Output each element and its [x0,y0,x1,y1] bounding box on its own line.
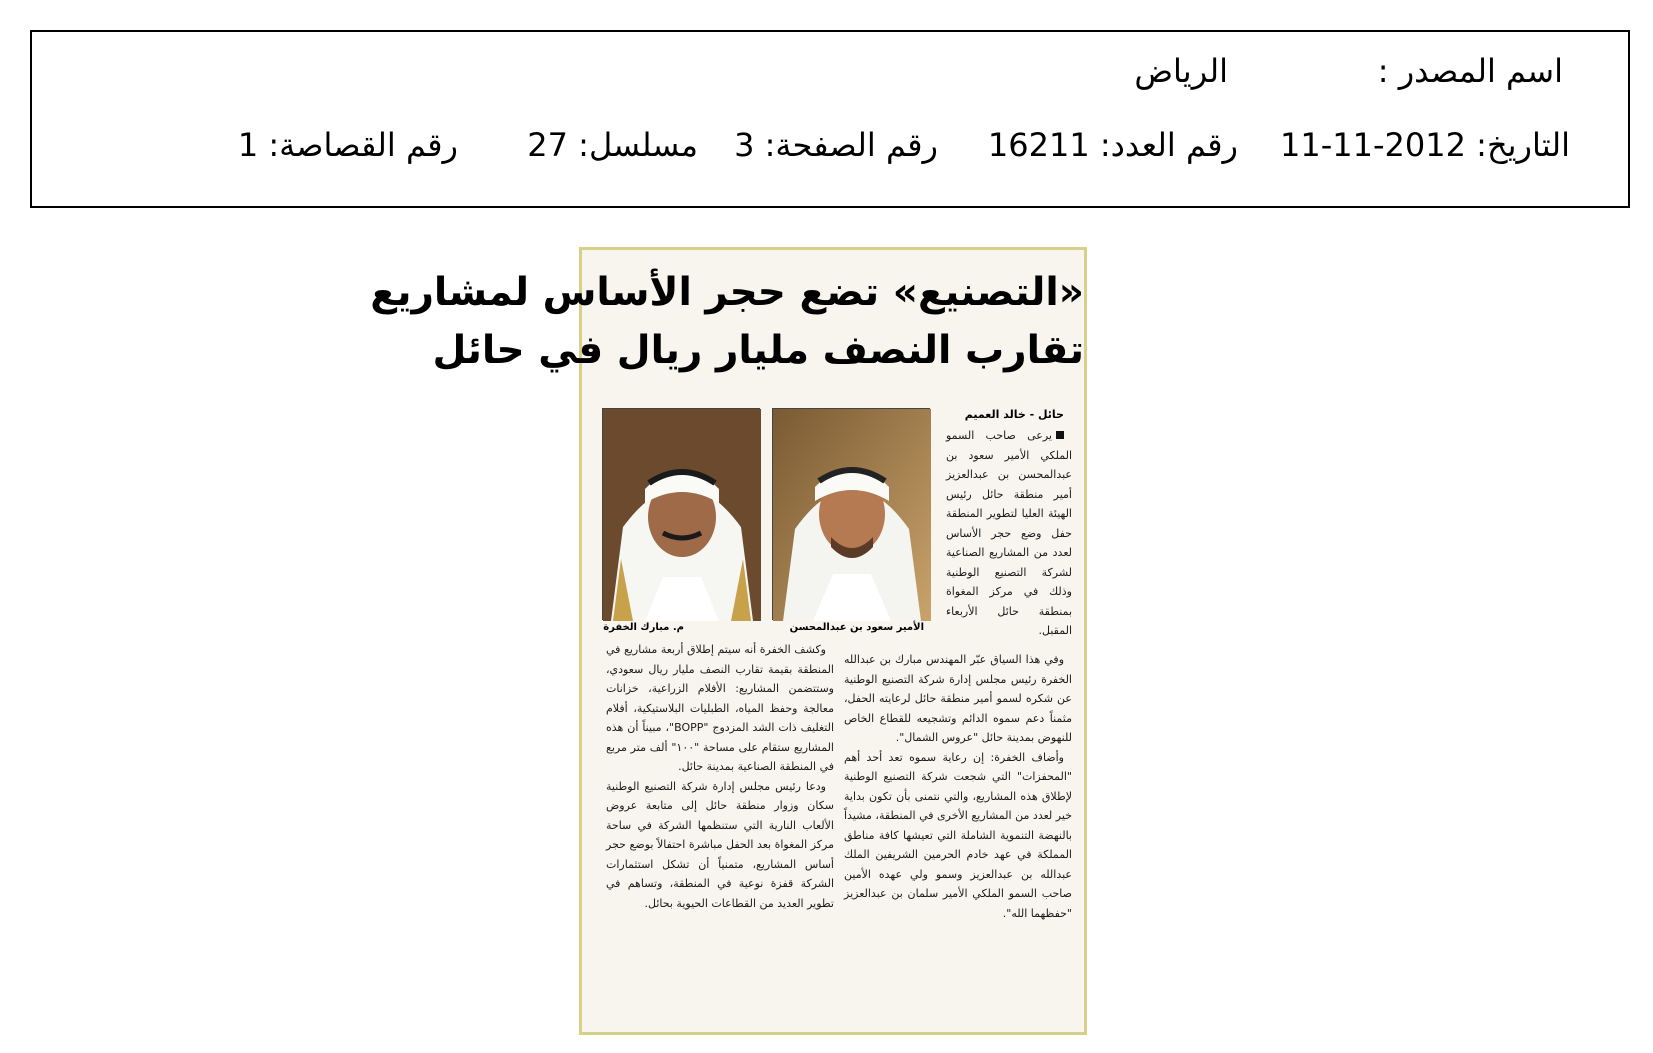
article-column-right [844,650,1072,923]
issue-label: رقم العدد: 16211 [987,126,1238,164]
article-column-left [606,640,834,913]
paragraph-5: ودعا رئيس مجلس إدارة شركة التصنيع الوطنية سكان وزوار منطقة حائل إلى متابعة عروض الألعاب النارية التي ستنظمها الشركة في ساحة مركز المغواة بعد الحفل مباشرة احتفالاً بوضع حجر أساس المشاريع، متمنياً أن تشكل استثمارات الشركة قفزة نوعية في المنطقة، وتساهم في تطوير العديد من القطاعات الحيوية بحائل. [606,779,834,910]
portrait-image [603,409,761,621]
paragraph-intro: يرعى صاحب السمو الملكي الأمير سعود بن عبدالمحسن بن عبدالعزيز أمير منطقة حائل رئيس الهيئة العليا لتطوير المنطقة حفل وضع حجر الأساس لعدد من المشاريع الصناعية لشركة التصنيع الوطنية وذلك في مركز المغواة بمنطقة حائل الأربعاء المقبل. [946,429,1072,637]
clip-label: رقم القصاصة: 1 [237,126,458,164]
portrait-image [773,409,931,621]
paragraph-4: وكشف الخفرة أنه سيتم إطلاق أربعة مشاريع في المنطقة بقيمة تقارب النصف مليار ريال سعودي، وستتضمن المشاريع: الأفلام الزراعية، خزانات معالجة وحفظ المياه، الطبليات البلاستيكية، أفلام التغليف ذات الشد المزدوج "BOPP"، مبيناً أن هذه المشاريع ستقام على مساحة "١٠٠" ألف متر مربع في المنطقة الصناعية بمدينة حائل. [606,643,834,773]
headline-line-2: تقارب النصف مليار ريال في حائل [432,328,1084,373]
paragraph-3: وأضاف الخفرة: إن رعاية سموه تعد أحد أهم "المحفزات" التي شجعت شركة التصنيع الوطنية لإطلاق هذه المشاريع، والتي نتمنى بأن تكون بداية خير لعدد من المشاريع الأخرى في المنطقة، مشيداً بالنهضة التنموية الشاملة التي تعيشها كافة مناطق المملكة في عهد خادم الحرمين الشريفين الملك عبدالله بن عبدالعزيز وسمو ولي عهده الأمين صاحب السمو الملكي الأمير سلمان بن عبدالعزيز "حفظهما الله". [844,750,1072,920]
serial-label: مسلسل: 27 [527,126,698,164]
caption-prince-saud: الأمير سعود بن عبدالمحسن [789,622,924,633]
source-value: الرياض [1134,52,1228,90]
caption-mubarak-alkhafrah: م. مبارك الخفرة [603,622,684,633]
headline-line-1: «التصنيع» تضع حجر الأساس لمشاريع [370,270,1084,315]
page-label: رقم الصفحة: 3 [734,126,938,164]
newspaper-clipping [370,247,1087,1035]
paragraph-2: وفي هذا السياق عبّر المهندس مبارك بن عبدالله الخفرة رئيس مجلس إدارة شركة التصنيع الوطنية عن شكره لسمو أمير منطقة حائل لرعايته الحفل، مثمناً دعم سموه الدائم وتشجيعه للقطاع الخاص للنهوض بمدينة حائل "عروس الشمال". [844,653,1072,744]
byline: حائل - خالد العميم [964,408,1064,421]
bullet-icon [1056,431,1064,439]
photo-prince-saud [772,408,930,620]
photo-mubarak-alkhafrah [602,408,760,620]
source-label: اسم المصدر : [1377,52,1563,90]
date-label: التاريخ: 2012-11-11 [1280,126,1570,164]
article-column-right-top [946,426,1072,641]
metadata-box [30,30,1630,208]
